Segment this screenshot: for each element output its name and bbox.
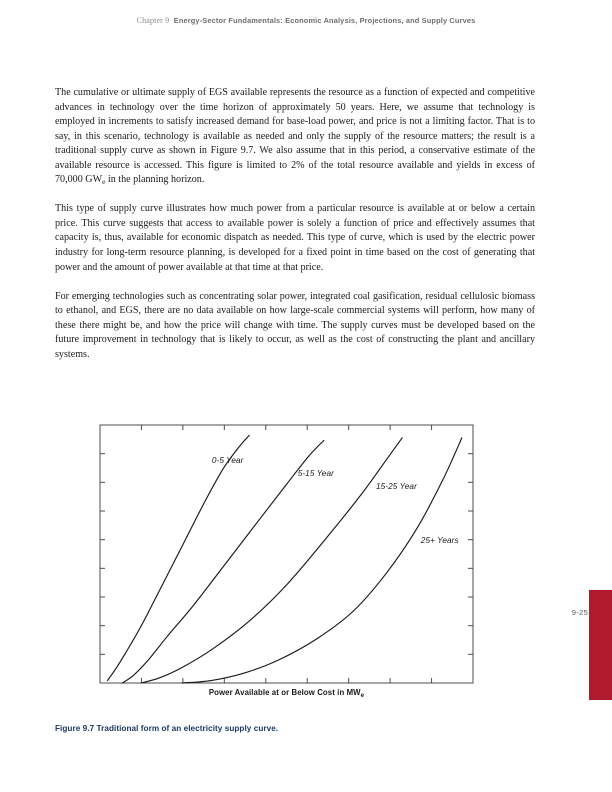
chart-plot-area [68, 420, 478, 705]
paragraph-1-tail: in the planning horizon. [105, 174, 205, 186]
body-text-column [55, 86, 535, 377]
curve-label-0-5-year: 0-5 Year [211, 456, 244, 465]
page-number: 9-25 [571, 608, 589, 617]
header-chapter-label: Chapter 9 [136, 16, 170, 25]
chart-frame [100, 425, 473, 683]
paragraph-1 [55, 86, 535, 188]
mwe-subscript: e [360, 692, 365, 699]
paragraph-2: This type of supply curve illustrates how much power from a particular resource is available at or below a certain price. This curve suggests that access to available power is solely a function of price and effectively assumes that capacity is, thus, available for economic dispatch as needed. This type of curve, which is used by the electric power industry for long-term resource planning, is developed for a fixed point in time based on the cost of generating that power and the amount of power available at that time at that price. [55, 203, 535, 273]
gw-subscript: e [102, 177, 106, 187]
figure-caption: Figure 9.7 Traditional form of an electricity supply curve. [55, 724, 279, 733]
paragraph-1-text: The cumulative or ultimate supply of EGS available represents the resource as a function of expected and competitive advances in technology over the time horizon of approximately 50 years. Here, we assume that technology is employed in increments to satisfy increased demand for base-load power, and price is not a limiting factor. That is to say, in this scenario, technology is available as needed and only the supply of the resource matters; the result is a traditional supply curve as shown in Figure 9.7. We also assume that in this period, a conservative estimate of the available resource is accessed. This figure is limited to 2% of the total resource available and yields in excess of 70,000 GW [55, 87, 535, 186]
curve-label-15-25-year: 15-25 Year [376, 481, 417, 491]
supply-curve-chart [68, 420, 478, 705]
chapter-edge-tab [589, 590, 612, 700]
curve-label-5-15-year: 5-15 Year [297, 468, 334, 478]
chart-x-axis-label-text: Power Available at or Below Cost in MW [208, 688, 361, 697]
paragraph-3: For emerging technologies such as concentrating solar power, integrated coal gasification, residual cellulosic biomass to ethanol, and EGS, there are no data available on how large-scale commercial systems will perform, how many of these there might be, and how the price will change with time. The supply curves must be developed based on the future improvement in technology that is likely to occur, as well as the cost of constructing the plant and ancillary systems. [55, 290, 535, 360]
running-header [0, 16, 612, 25]
header-title: Energy-Sector Fundamentals: Economic Analysis, Projections, and Supply Curves [173, 16, 476, 25]
curve-label-25-plus-years: 25+ Years [420, 535, 459, 545]
chart-x-axis-label [100, 688, 473, 697]
